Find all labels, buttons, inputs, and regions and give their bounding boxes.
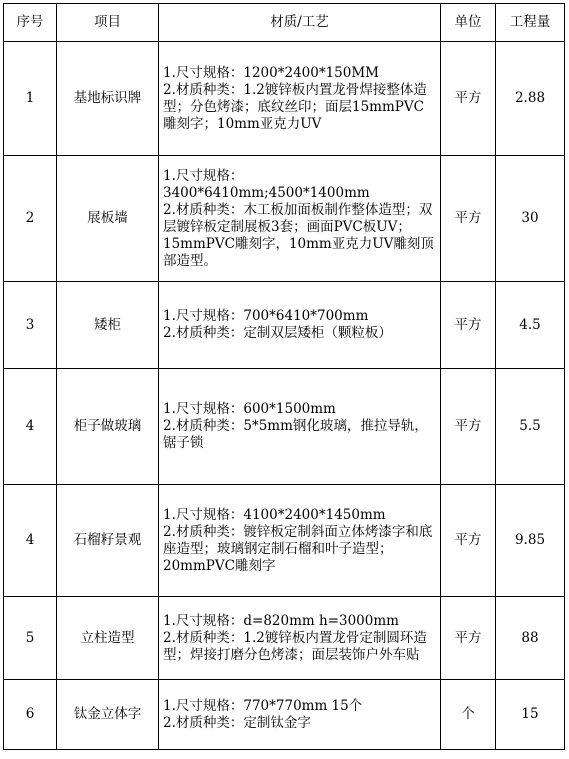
quantity-table — [3, 3, 565, 750]
desc-line: 2.材质种类：木工板加面板制作整体造型；双层镀锌板定制展板3套；画面PVC板UV；15mmPVC雕刻字，10mm亚克力UV雕刻顶部造型。 — [163, 201, 434, 269]
row-quantity: 4.5 — [496, 282, 565, 369]
row-quantity: 88 — [496, 597, 565, 680]
row-item: 钛金立体字 — [57, 680, 159, 750]
row-unit: 平方 — [441, 282, 496, 369]
desc-line: 2.材质种类：定制双层矮柜（颗粒板） — [163, 325, 392, 341]
row-item: 矮柜 — [57, 282, 159, 369]
row-item: 柜子做玻璃 — [57, 369, 159, 485]
row-no: 4 — [4, 369, 57, 485]
row-material — [159, 282, 441, 369]
table-row — [4, 680, 565, 750]
header-quantity: 工程量 — [496, 4, 565, 42]
desc-line: 2.材质种类：1.2镀锌板内置龙骨焊接整体造型；分色烤漆；底纹丝印；面层15mmPVC雕刻字；10mm亚克力UV — [163, 81, 427, 132]
row-quantity: 2.88 — [496, 42, 565, 156]
row-unit: 平方 — [441, 597, 496, 680]
row-material — [159, 369, 441, 485]
row-material — [159, 42, 441, 156]
row-item: 石榴籽景观 — [57, 485, 159, 597]
row-unit: 平方 — [441, 156, 496, 282]
row-unit: 平方 — [441, 485, 496, 597]
row-item: 立柱造型 — [57, 597, 159, 680]
table-row — [4, 485, 565, 597]
row-unit: 平方 — [441, 42, 496, 156]
desc-line: 1.尺寸规格：4100*2400*1450mm — [163, 506, 386, 523]
row-no: 1 — [4, 42, 57, 156]
desc-line: 1.尺寸规格：d=820mm h=3000mm — [163, 612, 399, 629]
table-row — [4, 369, 565, 485]
row-unit: 平方 — [441, 369, 496, 485]
row-quantity: 15 — [496, 680, 565, 750]
header-unit: 单位 — [441, 4, 496, 42]
table-row — [4, 597, 565, 680]
row-material — [159, 485, 441, 597]
row-material — [159, 680, 441, 750]
row-no: 5 — [4, 597, 57, 680]
row-no: 2 — [4, 156, 57, 282]
desc-line: 1.尺寸规格：700*6410*700mm — [163, 308, 369, 324]
row-item: 基地标识牌 — [57, 42, 159, 156]
row-no: 3 — [4, 282, 57, 369]
desc-line: 2.材质种类：定制钛金字 — [163, 714, 311, 731]
row-unit: 个 — [441, 680, 496, 750]
row-quantity: 5.5 — [496, 369, 565, 485]
table-header-row — [4, 4, 565, 42]
table-row — [4, 282, 565, 369]
desc-line: 1.尺寸规格：770*770mm 15个 — [163, 697, 363, 714]
row-material — [159, 156, 441, 282]
desc-line: 2.材质种类：镀锌板定制斜面立体烤漆字和底座造型；玻璃钢定制石榴和叶子造型；20mmPVC雕刻字 — [163, 523, 433, 574]
row-no: 4 — [4, 485, 57, 597]
row-quantity: 9.85 — [496, 485, 565, 597]
row-material — [159, 597, 441, 680]
table-row — [4, 42, 565, 156]
header-item: 项目 — [57, 4, 159, 42]
desc-line: 1.尺寸规格： — [163, 167, 244, 184]
table-row — [4, 156, 565, 282]
desc-line: 2.材质种类：5*5mm钢化玻璃，推拉导轨，锯子锁 — [163, 418, 428, 451]
row-no: 6 — [4, 680, 57, 750]
row-quantity: 30 — [496, 156, 565, 282]
desc-line: 1.尺寸规格：600*1500mm — [163, 401, 336, 417]
desc-line: 3400*6410mm;4500*1400mm — [163, 184, 370, 201]
desc-line: 1.尺寸规格：1200*2400*150MM — [163, 64, 380, 81]
desc-line: 2.材质种类：1.2镀锌板内置龙骨定制圆环造型；焊接打磨分色烤漆；面层装饰户外车贴 — [163, 629, 427, 663]
header-material: 材质/工艺 — [159, 4, 441, 42]
header-no: 序号 — [4, 4, 57, 42]
row-item: 展板墙 — [57, 156, 159, 282]
